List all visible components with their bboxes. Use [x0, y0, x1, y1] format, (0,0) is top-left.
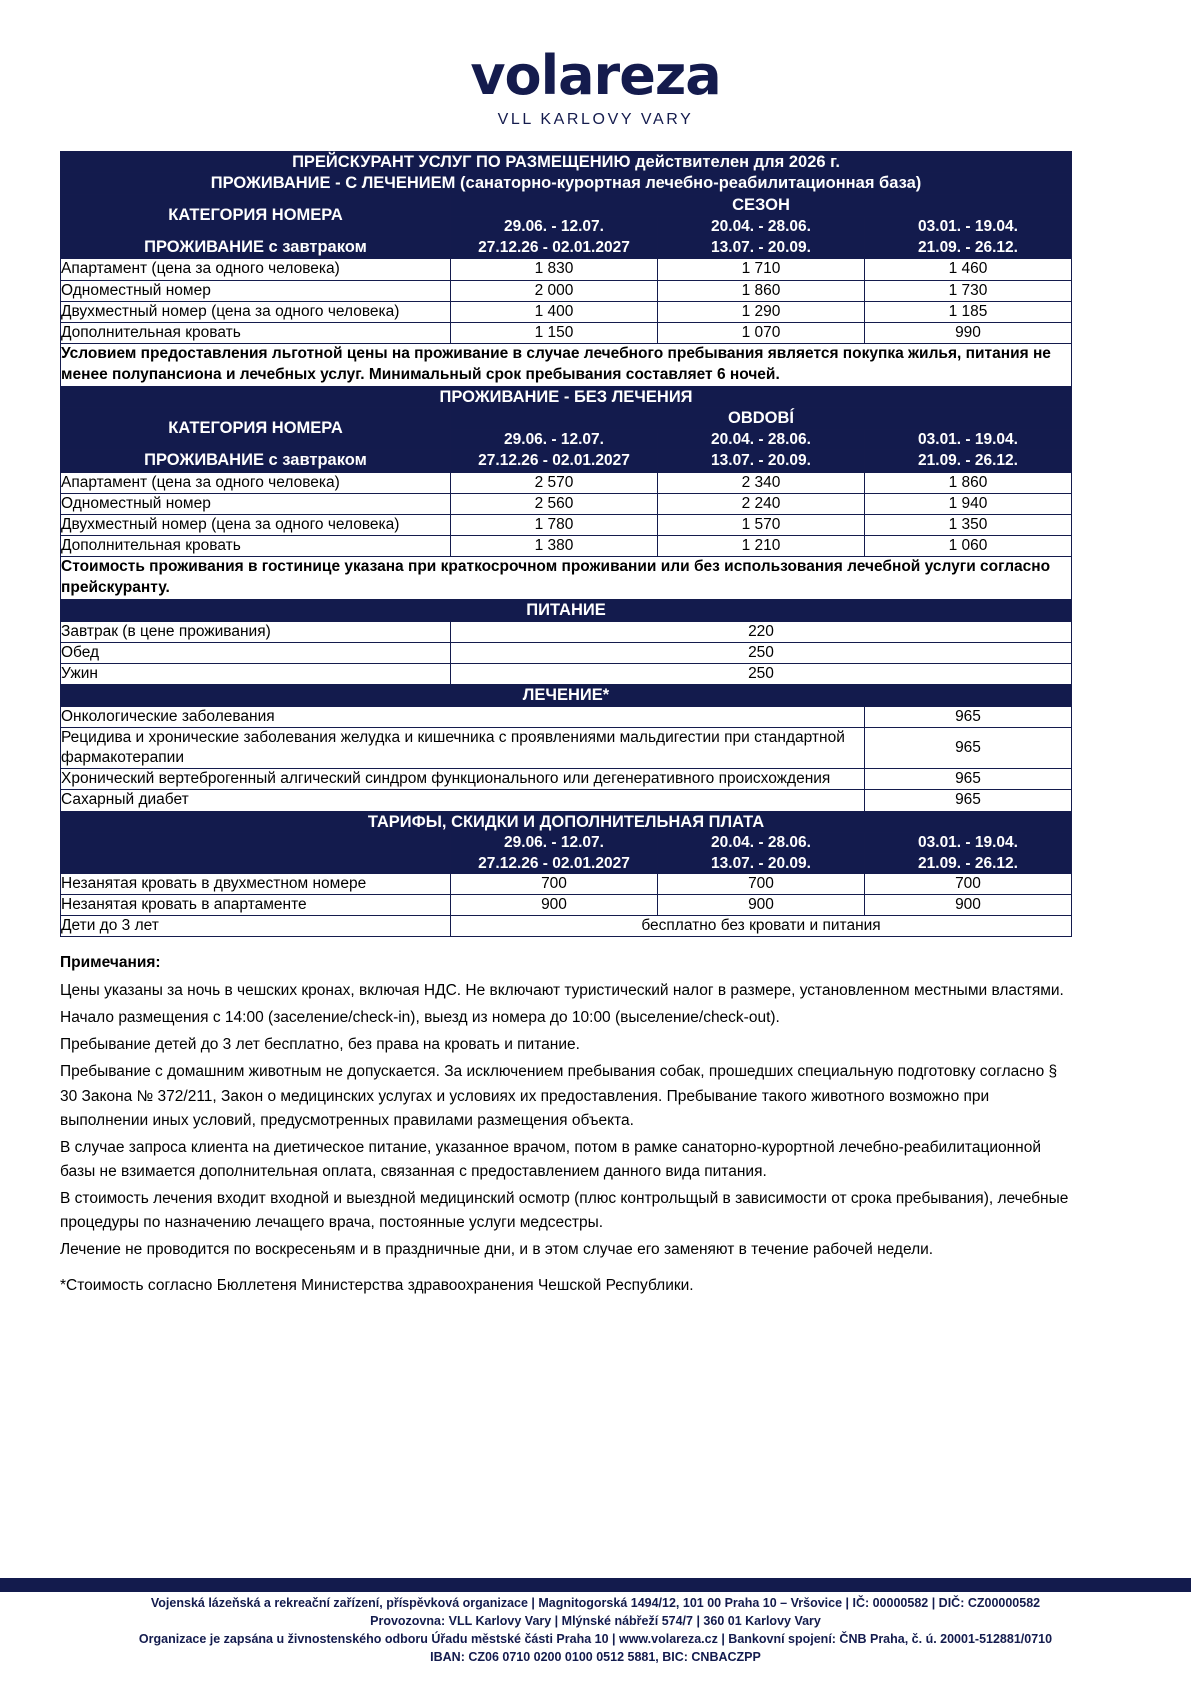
tariff-col-2-line2: 13.07. - 20.09.: [658, 853, 865, 873]
price-value: 1 070: [658, 322, 865, 343]
category-label-2: КАТЕГОРИЯ НОМЕРА: [61, 408, 451, 450]
table-row: [61, 259, 1072, 280]
meal-name: Ужин: [61, 664, 451, 685]
price-value: 1 350: [865, 515, 1072, 536]
note-item: В стоимость лечения входит входной и выездной медицинский осмотр (плюс контрольщый в зависимости от срока пребывания), лечебные процедуры по назначению лечащего врача, постоянные услуги медсестры.: [60, 1189, 1069, 1231]
footer-line-1: Vojenská lázeňská a rekreační zařízení, příspěvková organizace | Magnitogorská 1494/12, 101 00 Praha 10 – Vršovice | IČ: 00000582 | DIČ: CZ00000582: [150, 1595, 1041, 1610]
price-value: 1 185: [865, 301, 1072, 322]
tariff-col-3-line2: 21.09. - 26.12.: [865, 853, 1072, 873]
table-row: [61, 151, 1072, 173]
table-row: [61, 280, 1072, 301]
note-item: Цены указаны за ночь в чешских кронах, включая НДС. Не включают туристический налог в размере, установленном местными властями.: [60, 982, 1064, 1000]
footer-line-4: IBAN: CZ06 0710 0200 0100 0512 5881, BIC: CNBACZPP: [430, 1649, 761, 1664]
period-col-1-line2: 27.12.26 - 02.01.2027: [451, 450, 658, 472]
table-row: [61, 173, 1072, 195]
tariff-value: 900: [658, 895, 865, 916]
children-row-value: бесплатно без кровати и питания: [451, 916, 1072, 937]
table-row: [61, 833, 1072, 853]
category-label-1: КАТЕГОРИЯ НОМЕРА: [61, 194, 451, 236]
logo-subtitle: VLL KARLOVY VARY: [497, 110, 694, 128]
price-value: 1 150: [451, 322, 658, 343]
period-col-2-line2: 13.07. - 20.09.: [658, 450, 865, 472]
period-label: ОBDOBÍ: [451, 408, 1072, 430]
tariff-col-1-line2: 27.12.26 - 02.01.2027: [451, 853, 658, 873]
price-value: 1 400: [451, 301, 658, 322]
meal-price: 250: [451, 643, 1072, 664]
meal-price: 220: [451, 621, 1072, 642]
table-row: [61, 643, 1072, 664]
room-category: Апартамент (цена за одного человека): [61, 259, 451, 280]
meal-name: Обед: [61, 643, 451, 664]
price-value: 1 290: [658, 301, 865, 322]
footer-line-2: Provozovna: VLL Karlovy Vary | Mlýnské nábřeží 574/7 | 360 01 Karlovy Vary: [370, 1613, 821, 1628]
note-item: Начало размещения с 14:00 (заселение/check-in), выезд из номера до 10:00 (выселение/check-out).: [60, 1009, 780, 1027]
table-row: [61, 536, 1072, 557]
table-row: [61, 811, 1072, 833]
room-category: Одноместный номер: [61, 280, 451, 301]
treatment-name: Рецидива и хронические заболевания желудка и кишечника с проявлениями мальдигестии при стандартной фармакотерапии: [61, 728, 865, 769]
price-value: 990: [865, 322, 1072, 343]
treatment-name: Сахарный диабет: [61, 790, 865, 811]
season-col-1-line2: 27.12.26 - 02.01.2027: [451, 236, 658, 258]
table-row: [61, 343, 1072, 386]
price-value: 1 940: [865, 493, 1072, 514]
table-row: [61, 386, 1072, 408]
treatment-price: 965: [865, 728, 1072, 769]
tariff-col-2-line1: 20.04. - 28.06.: [658, 833, 865, 853]
price-value: 1 060: [865, 536, 1072, 557]
table-row: [61, 728, 1072, 769]
note-item: Пребывание с домашним животным не допускается. За исключением пребывания собак, прошедших специальную подготовку согласно § 30 Закона № 372/211, Закон о медицинских услугах и условиях их предоставления. Пребывание такого животного возможно при выполнении иных условий, предусмотренных правилами размещения объекта.: [60, 1063, 1058, 1129]
season-col-1-line1: 29.06. - 12.07.: [451, 216, 658, 236]
with-treatment-note: Условием предоставления льготной цены на проживание в случае лечебного пребывания является покупка жилья, питания не менее полупансиона и лечебных услуг. Минимальный срок пребывания составляет 6 ночей.: [61, 343, 1072, 386]
table-row: [61, 322, 1072, 343]
room-category: Дополнительная кровать: [61, 536, 451, 557]
treatment-title: ЛЕЧЕНИЕ*: [61, 685, 1072, 707]
table-row: [61, 515, 1072, 536]
notes-title: Примечания:: [60, 954, 161, 972]
logo: [60, 44, 1131, 129]
period-col-2-line1: 20.04. - 28.06.: [658, 430, 865, 450]
price-value: 2 000: [451, 280, 658, 301]
price-value: 2 240: [658, 493, 865, 514]
table-row: [61, 685, 1072, 707]
note-item: Пребывание детей до 3 лет бесплатно, без права на кровать и питание.: [60, 1036, 580, 1054]
table-row: [61, 769, 1072, 790]
season-col-3-line1: 03.01. - 19.04.: [865, 216, 1072, 236]
price-value: 1 830: [451, 259, 658, 280]
period-col-3-line2: 21.09. - 26.12.: [865, 450, 1072, 472]
meal-name: Завтрак (в цене проживания): [61, 621, 451, 642]
table-row: [61, 664, 1072, 685]
table-row: [61, 472, 1072, 493]
tariffs-title: ТАРИФЫ, СКИДКИ И ДОПОЛНИТЕЛЬНАЯ ПЛАТА: [61, 811, 1072, 833]
table-row: [61, 790, 1072, 811]
table-row: [61, 408, 1072, 430]
price-value: 2 560: [451, 493, 658, 514]
price-table: [60, 151, 1072, 938]
notes-footnote: *Стоимость согласно Бюллетеня Министерства здравоохранения Чешской Республики.: [60, 1276, 694, 1294]
season-col-2-line1: 20.04. - 28.06.: [658, 216, 865, 236]
tariff-value: 700: [658, 874, 865, 895]
table-row: [61, 236, 1072, 258]
tariff-value: 900: [865, 895, 1072, 916]
tariff-name: Незанятая кровать в апартаменте: [61, 895, 451, 916]
breakfast-label-2: ПРОЖИВАНИЕ с завтраком: [61, 450, 451, 472]
price-value: 1 780: [451, 515, 658, 536]
meal-price: 250: [451, 664, 1072, 685]
price-value: 1 380: [451, 536, 658, 557]
note-item: В случае запроса клиента на диетическое питание, указанное врачом, потом в рамке санаторно-курортной лечебно-реабилитационной базы не взимается дополнительная оплата, связанная с предоставлением данного вида питания.: [60, 1138, 1042, 1180]
tariff-value: 700: [865, 874, 1072, 895]
table-row: [61, 916, 1072, 937]
treatment-price: 965: [865, 706, 1072, 727]
breakfast-label-1: ПРОЖИВАНИЕ с завтраком: [61, 236, 451, 258]
price-value: 1 730: [865, 280, 1072, 301]
tariffs-empty-header: [61, 833, 451, 853]
tariff-name: Незанятая кровать в двухместном номере: [61, 874, 451, 895]
treatment-name: Онкологические заболевания: [61, 706, 865, 727]
treatment-name: Хронический вертеброгенный алгический синдром функционального или дегенеративного происхождения: [61, 769, 865, 790]
room-category: Дополнительная кровать: [61, 322, 451, 343]
tariff-value: 900: [451, 895, 658, 916]
table-row: [61, 450, 1072, 472]
price-value: 2 340: [658, 472, 865, 493]
table-row: [61, 621, 1072, 642]
notes-section: [60, 951, 1071, 1297]
table-row: [61, 895, 1072, 916]
period-col-3-line1: 03.01. - 19.04.: [865, 430, 1072, 450]
meals-title: ПИТАНИЕ: [61, 600, 1072, 622]
tariff-value: 700: [451, 874, 658, 895]
room-category: Двухместный номер (цена за одного человека): [61, 515, 451, 536]
season-col-2-line2: 13.07. - 20.09.: [658, 236, 865, 258]
footer: [0, 1594, 1191, 1667]
table-row: [61, 194, 1072, 216]
season-label: СЕЗОН: [451, 194, 1072, 216]
price-value: 2 570: [451, 472, 658, 493]
room-category: Апартамент (цена за одного человека): [61, 472, 451, 493]
table-row: [61, 493, 1072, 514]
table-row: [61, 600, 1072, 622]
room-category: Двухместный номер (цена за одного человека): [61, 301, 451, 322]
price-value: 1 860: [658, 280, 865, 301]
period-col-1-line1: 29.06. - 12.07.: [451, 430, 658, 450]
without-treatment-note: Стоимость проживания в гостинице указана при краткосрочном проживании или без использования лечебной услуги согласно прейскуранту.: [61, 557, 1072, 600]
section-with-treatment: ПРОЖИВАНИЕ - С ЛЕЧЕНИЕМ (санаторно-курортная лечебно-реабилитационная база): [61, 173, 1072, 195]
room-category: Одноместный номер: [61, 493, 451, 514]
table-row: [61, 557, 1072, 600]
note-item: Лечение не проводится по воскресеньям и в праздничные дни, и в этом случае его заменяют в течение рабочей недели.: [60, 1240, 934, 1258]
price-value: 1 710: [658, 259, 865, 280]
table-row: [61, 874, 1072, 895]
section-without-treatment: ПРОЖИВАНИЕ - БЕЗ ЛЕЧЕНИЯ: [61, 386, 1072, 408]
tariff-col-3-line1: 03.01. - 19.04.: [865, 833, 1072, 853]
price-value: 1 210: [658, 536, 865, 557]
table-row: [61, 706, 1072, 727]
tariff-col-1-line1: 29.06. - 12.07.: [451, 833, 658, 853]
tariffs-empty-header-2: [61, 853, 451, 873]
children-row-name: Дети до 3 лет: [61, 916, 451, 937]
price-value: 1 860: [865, 472, 1072, 493]
treatment-price: 965: [865, 769, 1072, 790]
table-row: [61, 853, 1072, 873]
season-col-3-line2: 21.09. - 26.12.: [865, 236, 1072, 258]
price-value: 1 460: [865, 259, 1072, 280]
logo-wordmark: volareza: [470, 44, 721, 107]
footer-line-3: Organizace je zapsána u živnostenského odboru Úřadu městské části Praha 10 | www.volareza.cz | Bankovní spojení: ČNB Praha, č. ú. 20001-512881/0710: [138, 1631, 1053, 1646]
main-title: ПРЕЙСКУРАНТ УСЛУГ ПО РАЗМЕЩЕНИЮ действителен для 2026 г.: [61, 151, 1072, 173]
footer-bar: [0, 1578, 1191, 1592]
treatment-price: 965: [865, 790, 1072, 811]
table-row: [61, 301, 1072, 322]
price-value: 1 570: [658, 515, 865, 536]
